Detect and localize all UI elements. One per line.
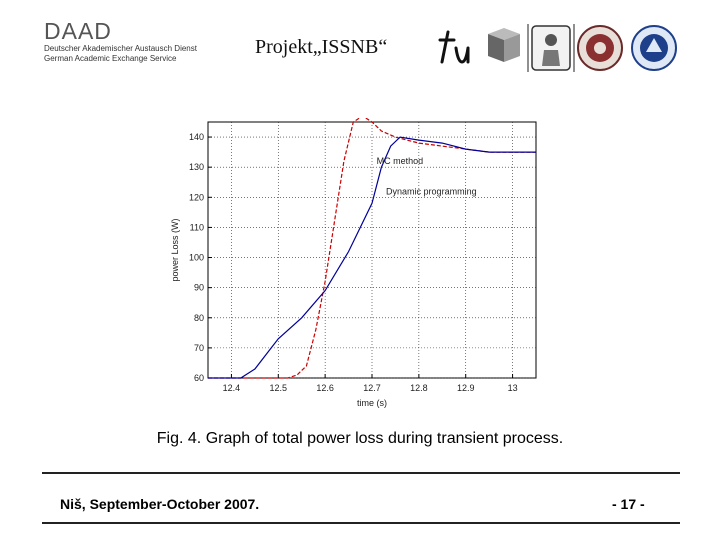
project-title: Projekt„ISSNB“	[255, 36, 388, 58]
x-axis-label: time (s)	[357, 398, 387, 408]
series-annotation: MC method	[376, 156, 424, 167]
daad-logo: DAAD	[44, 18, 112, 44]
daad-subtitle-de: Deutscher Akademischer Austausch Dienst	[44, 44, 197, 53]
footer-location-date: Niš, September-October 2007.	[60, 496, 260, 512]
cube-logo-icon	[488, 28, 520, 62]
page-number: - 17 -	[612, 496, 645, 512]
x-tick-label: 13	[507, 383, 518, 393]
university-seal-icon	[532, 26, 570, 70]
y-axis-label: power Loss (W)	[170, 218, 180, 282]
y-tick-label: 130	[188, 162, 204, 173]
series-annotation: Dynamic programming	[386, 186, 477, 197]
x-tick-label: 12.7	[363, 383, 381, 393]
x-tick-label: 12.5	[269, 383, 288, 393]
y-tick-label: 110	[189, 222, 204, 233]
footer-divider-top	[42, 472, 680, 474]
y-tick-label: 100	[188, 252, 204, 263]
power-loss-chart	[160, 118, 550, 420]
y-tick-label: 140	[188, 132, 204, 143]
plot-area	[208, 122, 536, 378]
y-tick-label: 90	[193, 282, 204, 293]
x-tick-label: 12.9	[456, 383, 475, 393]
footer-divider-bottom	[42, 522, 680, 524]
x-tick-label: 12.8	[410, 383, 428, 393]
y-tick-label: 60	[193, 373, 204, 383]
partner-logos	[432, 22, 682, 74]
figure-caption: Fig. 4. Graph of total power loss during transient process.	[156, 430, 564, 447]
institute-emblem-icon	[632, 26, 676, 70]
university-emblem-icon	[578, 26, 622, 70]
y-tick-label: 80	[193, 312, 204, 323]
daad-subtitle-en: German Academic Exchange Service	[44, 54, 177, 63]
x-tick-label: 12.4	[222, 383, 241, 393]
tu-logo-icon	[440, 32, 468, 62]
y-tick-label: 70	[193, 342, 204, 353]
x-tick-label: 12.6	[316, 383, 334, 393]
y-tick-label: 120	[188, 192, 204, 203]
